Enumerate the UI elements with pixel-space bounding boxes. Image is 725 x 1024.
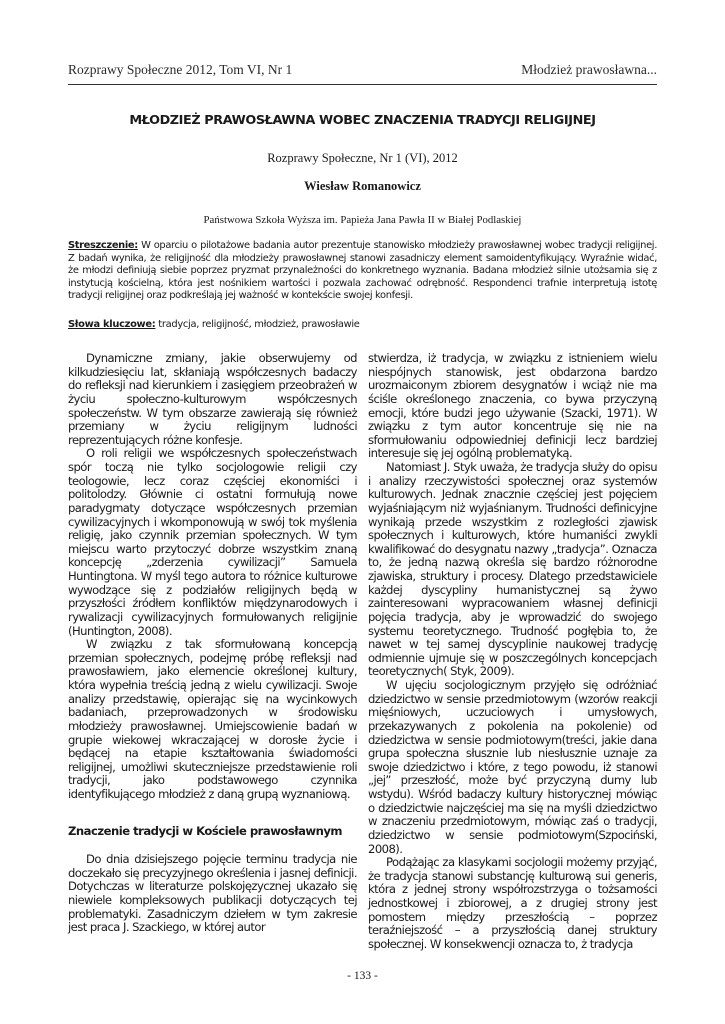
running-header-short-title: Młodzież prawosławna...	[521, 62, 657, 77]
article-title: MŁODZIEŻ PRAWOSŁAWNA WOBEC ZNACZENIA TRADYCJI RELIGIJNEJ	[129, 113, 596, 128]
abstract	[68, 240, 657, 303]
body-paragraph: Natomiast J. Styk uważa, że tradycja służy do opisu i analizy rzeczywistości społecznej oraz systemów kulturowych. Jednak znacznie częściej jest pojęciem wyjaśniającym niż wyjaśnianym. Trudności definicyjne wynikają przede wszystkim z rozległości zjawisk społecznych i kulturowych, które humaniści zwykli kwalifikować do desygnatu nazwy „tradycja”. Oznacza to, że jedną nazwą określa się bardzo różnorodne zjawiska, struktury i procesy. Dlatego przedstawiciele każdej dyscypliny humanistycznej są żywo zainteresowani wypracowaniem własnej definicji pojęcia tradycja, aby je wprowadzić do swojego systemu teoretycznego. Trudność pogłębia to, że nawet w tej samej dyscyplinie naukowej tradycję odmiennie ujmuje się w poszczególnych koncepcjach teoretycznych( Styk, 2009).	[368, 460, 657, 679]
page-number: - 133 -	[347, 970, 378, 982]
running-header-journal: Rozprawy Społeczne 2012, Tom VI, Nr 1	[68, 62, 293, 77]
running-header	[68, 62, 657, 82]
left-column	[68, 352, 357, 802]
body-paragraph: Dynamiczne zmiany, jakie obserwujemy od kilkudziesięciu lat, skłaniają współczesnych badaczy do refleksji nad kierunkiem i zasięgiem przeobrażeń w życiu społeczno-kulturowym współczesnych społeczeństw. W tym obszarze zawierają się również przemiany w życiu religijnym ludności reprezentujących różne konfesje.	[68, 351, 357, 447]
body-paragraph: stwierdza, iż tradycja, w związku z istnieniem wielu niespójnych stanowisk, jest obdarzona bardzo urozmaiconym zbiorem desygnatów i wciąż nie ma ściśle określonego znaczenia, co bywa przyczyną emocji, które budzi jego używanie (Szacki, 1971). W związku z tym autor koncentruje się nie na sformułowaniu odpowiedniej definicji lecz bardziej interesuje się jej ogólną problematyką.	[368, 351, 657, 461]
journal-citation: Rozprawy Społeczne, Nr 1 (VI), 2012	[267, 151, 458, 165]
keywords-text: tradycja, religijność, młodzież, prawosławie	[155, 319, 360, 330]
header-divider	[68, 84, 657, 85]
keywords	[68, 319, 657, 330]
body-paragraph: O roli religii we współczesnych społeczeństwach spór toczą nie tylko socjologowie religii czy teologowie, lecz coraz częściej ekonomiści i politolodzy. Głównie ci ostatni formułują nowe paradygmaty dotyczące współczesnych przemian cywilizacyjnych i wkomponowują w swój tok myślenia religię, jako czynnik przemian społecznych. W tym miejscu warto przytoczyć dobrze wszystkim znaną koncepcję „zderzenia cywilizacji” Samuela Huntingtona. W myśl tego autora to różnice kulturowe wywodzące się z podziałów religijnych będą w przyszłości źródłem konfliktów międzynarodowych i rywalizacji cywilizacyjnych formułowanych religijnie (Huntington, 2008).	[68, 446, 357, 638]
body-paragraph: Do dnia dzisiejszego pojęcie terminu tradycja nie doczekało się precyzyjnego określenia i jasnej definicji. Dotychczas w literaturze polskojęzycznej ukazało się niewiele kompleksowych publikacji dotyczących tej problematyki. Zasadniczym dziełem w tym zakresie jest praca J. Szackiego, w której autor	[68, 852, 357, 935]
abstract-label: Streszczenie:	[68, 240, 138, 251]
author-affiliation: Państwowa Szkoła Wyższa im. Papieża Jana Pawła II w Białej Podlaskiej	[203, 214, 522, 226]
right-column	[368, 352, 657, 952]
abstract-text: W oparciu o pilotażowe badania autor prezentuje stanowisko młodzieży prawosławnej wobec tradycji religijnej. Z badań wynika, że religijność dla młodzieży prawosławnej stanowi zasadniczy element samoidentyfikujący. Wyraźnie widać, że młodzi definiują siebie poprzez pryzmat przynależności do konkretnego wyznania. Badana młodzież silnie utożsamia się z instytucją kościelną, która jest nośnikiem wartości i pozwala zachować odrębność. Respondenci trafnie interpretują istotę tradycji religijnej oraz podkreślają jej ważność w kontekście swojej konfesji.	[68, 240, 657, 301]
keywords-label: Słowa kluczowe:	[68, 319, 156, 330]
author-name: Wiesław Romanowicz	[304, 179, 421, 193]
body-paragraph: W związku z tak sformułowaną koncepcją przemian społecznych, podejmę próbę refleksji nad prawosławiem, jako elemencie określonej kultury, która wypełnia treścią jedną z wielu cywilizacji. Swoje analizy przedstawię, opierając się na wycinkowych badaniach, przeprowadzonych w środowisku młodzieży prawosławnej. Umiejscowienie badań w grupie wiekowej wkraczającej w dorosłe życie i będącej na etapie kształtowania świadomości religijnej, umożliwi skuteczniejsze przedstawienie roli tradycji, jako podstawowego czynnika identyfikującego młodzież z daną grupą wyznaniową.	[68, 637, 357, 801]
body-paragraph: W ujęciu socjologicznym przyjęło się odróżniać dziedzictwo w sensie przedmiotowym (wzorów reakcji mięśniowych, uczuciowych i umysłowych, przekazywanych z pokolenia na pokolenie) od dziedzictwa w sensie podmiotowym(treści, jakie dana grupa społeczna słusznie lub niesłusznie uznaje za swoje dziedzictwo i które, z tego powodu, iż stanowi „jej” przeszłość, może być przyczyną dumy lub wstydu). Wśród badaczy kultury historycznej mówiąc o dziedzictwie najczęściej ma się na myśli dziedzictwo w znaczeniu przedmiotowym, mówiąc zaś o tradycji, dziedzictwo w sensie podmiotowym(Szpociński, 2008).	[368, 678, 657, 856]
body-paragraph: Podążając za klasykami socjologii możemy przyjąć, że tradycja stanowi substancję kulturową sui generis, która z jednej strony współrozstrzyga o tożsamości jednostkowej i zbiorowej, a z drugiej strony jest pomostem między przeszłością – poprzez teraźniejszość – a przyszłością danej struktury społecznej. W konsekwencji oznacza to, ż tradycja	[368, 855, 657, 951]
section-heading: Znaczenie tradycji w Kościele prawosławnym	[68, 824, 343, 838]
left-column-continued	[68, 853, 357, 935]
